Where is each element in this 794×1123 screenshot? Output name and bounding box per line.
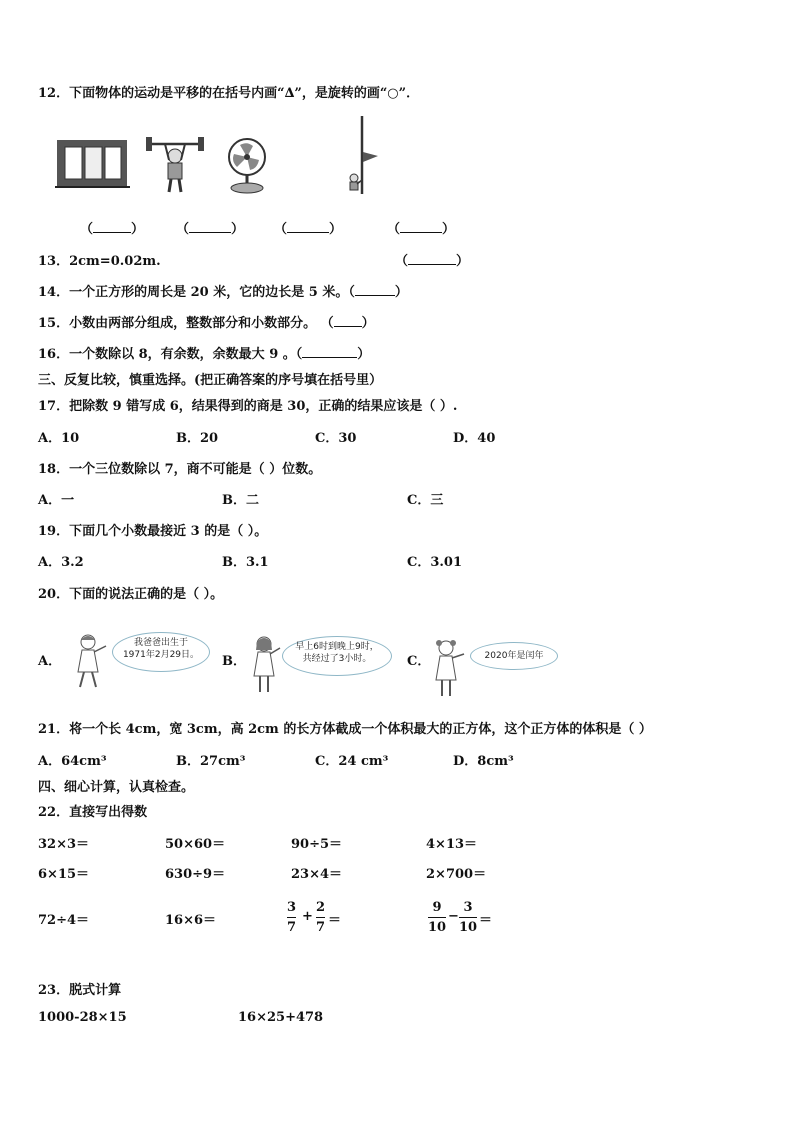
question-20-text: 20．下面的说法正确的是（ ）。 [38, 587, 224, 602]
fraction: 3 7 [287, 900, 297, 935]
calc-item: 72÷4＝ [38, 913, 90, 928]
girl-icon [70, 632, 110, 690]
calc-item: 16×6＝ [165, 913, 217, 928]
question-16: 16．一个数除以 8，有余数，余数最大 9 。（ ） [38, 347, 371, 362]
calc-item: 23×4＝ [291, 867, 343, 882]
answer-blank[interactable]: （ ） [387, 222, 456, 237]
speech-bubble: 早上6时到晚上9时， 共经过了3小时。 [282, 636, 392, 676]
option-c[interactable]: C．三 [407, 493, 444, 508]
option-d[interactable]: D．40 [453, 431, 496, 446]
equals-sign: ＝ [328, 913, 342, 928]
question-14: 14．一个正方形的周长是 20 米，它的边长是 5 米。（ ） [38, 285, 408, 300]
calc-item: 32×3＝ [38, 837, 90, 852]
question-15: 15．小数由两部分组成，整数部分和小数部分。 （ ） [38, 316, 375, 331]
calc-item: 90÷5＝ [291, 837, 343, 852]
option-c[interactable]: C．3.01 [407, 555, 463, 570]
question-13-text: 13．2cm=0.02m. [38, 254, 161, 269]
question-19-text: 19．下面几个小数最接近 3 的是（ ）。 [38, 524, 268, 539]
question-21-text: 21．将一个长 4cm，宽 3cm，高 2cm 的长方体截成一个体积最大的正方体，这个正方体的体积是（ ） [38, 722, 652, 737]
option-a[interactable]: A．10 [38, 431, 80, 446]
answer-blank[interactable]: （ ） [80, 222, 145, 237]
option-b[interactable]: B． [222, 654, 246, 669]
girl-icon [430, 638, 466, 700]
weightlifter-icon [145, 132, 205, 194]
section-3-heading: 三、反复比较，慎重选择。(把正确答案的序号填在括号里） [38, 373, 383, 388]
option-d[interactable]: D．8cm³ [453, 754, 514, 769]
fan-icon [222, 137, 272, 195]
calc-item: 16×25+478 [238, 1010, 324, 1025]
answer-blank[interactable]: （ ） [176, 222, 245, 237]
flag-raising-icon [340, 114, 380, 196]
option-b[interactable]: B．20 [176, 431, 219, 446]
option-a[interactable]: A．3.2 [38, 555, 84, 570]
option-c[interactable]: C．24 cm³ [315, 754, 389, 769]
question-23-text: 23．脱式计算 [38, 983, 122, 998]
question-12-text: 12．下面物体的运动是平移的在括号内画“∆”，是旋转的画“○”． [38, 86, 420, 101]
fraction: 2 7 [316, 900, 326, 935]
question-17-text: 17．把除数 9 错写成 6，结果得到的商是 30，正确的结果应该是（ ）. [38, 399, 458, 414]
plus-sign: + [302, 909, 313, 924]
option-b[interactable]: B．二 [222, 493, 259, 508]
option-c[interactable]: C．30 [315, 431, 357, 446]
option-b[interactable]: B．27cm³ [176, 754, 246, 769]
fraction: 9 10 [428, 900, 447, 935]
answer-blank[interactable]: （ ） [274, 222, 343, 237]
answer-blank[interactable] [355, 283, 395, 296]
option-a[interactable]: A．一 [38, 493, 75, 508]
equals-sign: ＝ [479, 913, 493, 928]
calc-item: 4×13＝ [426, 837, 478, 852]
question-18-text: 18．一个三位数除以 7，商不可能是（ ）位数。 [38, 462, 322, 477]
minus-sign: − [448, 909, 459, 924]
girl-icon [248, 634, 284, 696]
answer-blank[interactable] [334, 314, 362, 327]
speech-bubble: 2020年是闰年 [470, 642, 558, 670]
question-22-text: 22．直接写出得数 [38, 805, 148, 820]
fraction: 3 10 [459, 900, 478, 935]
option-c[interactable]: C． [407, 654, 431, 669]
answer-blank[interactable] [302, 345, 357, 358]
section-4-heading: 四、细心计算，认真检查。 [38, 780, 195, 795]
speech-bubble: 我爸爸出生于 1971年2月29日。 [112, 632, 210, 672]
calc-item: 50×60＝ [165, 837, 226, 852]
calc-item: 6×15＝ [38, 867, 90, 882]
calc-item: 2×700＝ [426, 867, 487, 882]
option-a[interactable]: A．64cm³ [38, 754, 107, 769]
window-icon [55, 138, 130, 190]
option-b[interactable]: B．3.1 [222, 555, 269, 570]
option-a[interactable]: A． [38, 654, 62, 669]
calc-item: 1000-28×15 [38, 1010, 127, 1025]
calc-item: 630÷9＝ [165, 867, 226, 882]
answer-blank[interactable]: （ ） [395, 254, 470, 269]
